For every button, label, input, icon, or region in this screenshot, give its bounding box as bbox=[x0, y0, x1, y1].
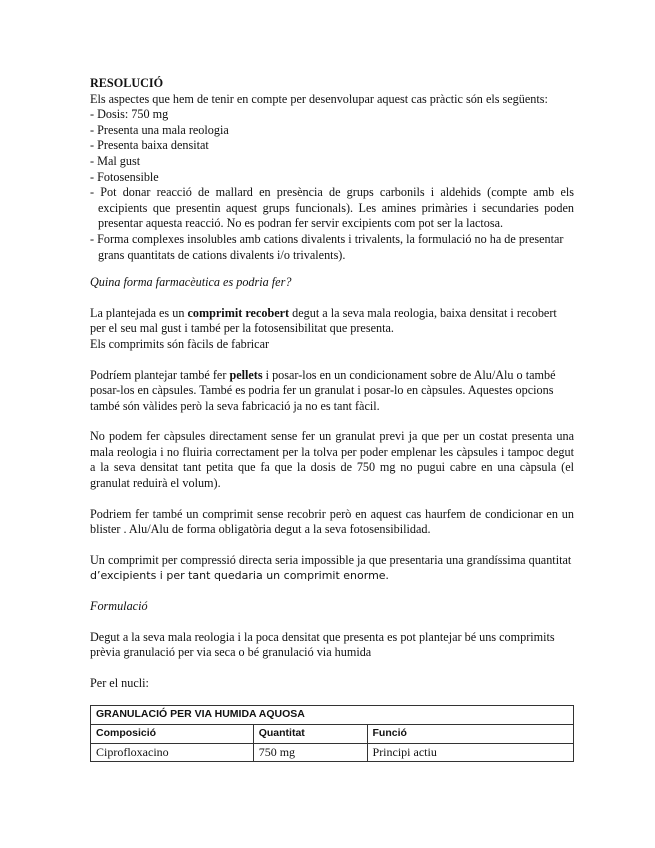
table-cell: 750 mg bbox=[253, 743, 367, 762]
list-item: - Pot donar reacció de mallard en presència de grups carbonils i aldehids (compte amb els excipients que presentin aquest grups funcionals). Les amines primàries i secundaries poden presentar aquesta reacció. No es podran fer servir excipients com pot ser la lactosa. bbox=[90, 185, 574, 231]
paragraph-pellets bbox=[90, 368, 574, 415]
paragraph-compressio-directa bbox=[90, 553, 574, 584]
p2-before: Podríem plantejar també fer bbox=[90, 367, 230, 382]
section-heading: RESOLUCIÓ bbox=[90, 76, 164, 90]
table-cell: Principi actiu bbox=[367, 743, 573, 762]
question-heading: Quina forma farmacèutica es podria fer? bbox=[90, 275, 292, 290]
formulacio-heading: Formulació bbox=[90, 599, 148, 614]
document-page bbox=[90, 76, 574, 762]
paragraph-nucli bbox=[90, 676, 574, 692]
p1-after: degut a la seva mala reologia, baixa densitat i recobert per el seu mal gust i també per la fotosensibilitat que presenta. bbox=[90, 305, 557, 336]
table-cell: Ciprofloxacino bbox=[91, 743, 254, 762]
table-header-row bbox=[91, 725, 574, 744]
paragraph-comprimit-recobert bbox=[90, 306, 574, 353]
column-header: Quantitat bbox=[253, 725, 367, 744]
paragraph-granulacio bbox=[90, 630, 574, 661]
list-item: - Presenta baixa densitat bbox=[90, 138, 209, 153]
table-row bbox=[91, 743, 574, 762]
list-item: - Mal gust bbox=[90, 153, 141, 168]
paragraph-blister bbox=[90, 507, 574, 538]
p5-part2: d’excipients i per tant quedaria un comprimit enorme bbox=[90, 569, 386, 583]
paragraph-capsules bbox=[90, 429, 574, 491]
table-title-row bbox=[91, 706, 574, 725]
column-header: Composició bbox=[91, 725, 254, 744]
list-item: - Presenta una mala reologia bbox=[90, 122, 229, 137]
list-item: - Fotosensible bbox=[90, 169, 159, 184]
p3-text: No podem fer càpsules directament sense fer un granulat previ ja que per un costat presenta una mala reologia i no fluiria correctament per la tolva per poder emplenar les càpsules i tampoc degut a la seva densitat tant petita que fa que la dosis de 750 mg no pugui cabre en una càpsula (el granulat reduirà el volum). bbox=[90, 429, 574, 491]
list-item: - Dosis: 750 mg bbox=[90, 107, 169, 122]
p5-end: . bbox=[385, 568, 389, 583]
formulation-table bbox=[90, 705, 574, 762]
p1-line2: Els comprimits són fàcils de fabricar bbox=[90, 336, 270, 351]
aspects-list bbox=[90, 107, 574, 263]
p4-text: Podriem fer també un comprimit sense recobrir però en aquest cas haurfem de condicionar en un blister . Alu/Alu de forma obligatòria degut a la seva fotosensibilidad. bbox=[90, 506, 574, 537]
p1-before: La plantejada es un bbox=[90, 305, 188, 320]
p7-text: Per el nucli: bbox=[90, 675, 149, 690]
table-title: GRANULACIÓ PER VIA HUMIDA AQUOSA bbox=[91, 706, 574, 725]
p5-part1: Un comprimit per compressió directa seria impossible ja que presentaria una grandíssima quantitat bbox=[90, 552, 572, 567]
p2-after: i posar-los en un condicionament sobre de Alu/Alu o també posar-los en càpsules. També es podria fer un granulat i posar-lo en càpsules. Aquestes opcions també són vàlides però la seva fabricació ja no es tant fàcil. bbox=[90, 367, 556, 413]
p2-bold: pellets bbox=[229, 367, 263, 382]
list-item: - Forma complexes insolubles amb cations divalents i trivalents, la formulació no ha de presentar grans quantitats de cations divalents i/o trivalents). bbox=[90, 231, 564, 262]
p1-bold: comprimit recobert bbox=[187, 305, 290, 320]
intro-text: Els aspectes que hem de tenir en compte per desenvolupar aquest cas pràctic són els següents: bbox=[90, 91, 548, 106]
column-header: Funció bbox=[367, 725, 573, 744]
p6-text: Degut a la seva mala reologia i la poca densitat que presenta es pot plantejar bé uns comprimits prèvia granulació per via seca o bé granulació via humida bbox=[90, 629, 555, 660]
